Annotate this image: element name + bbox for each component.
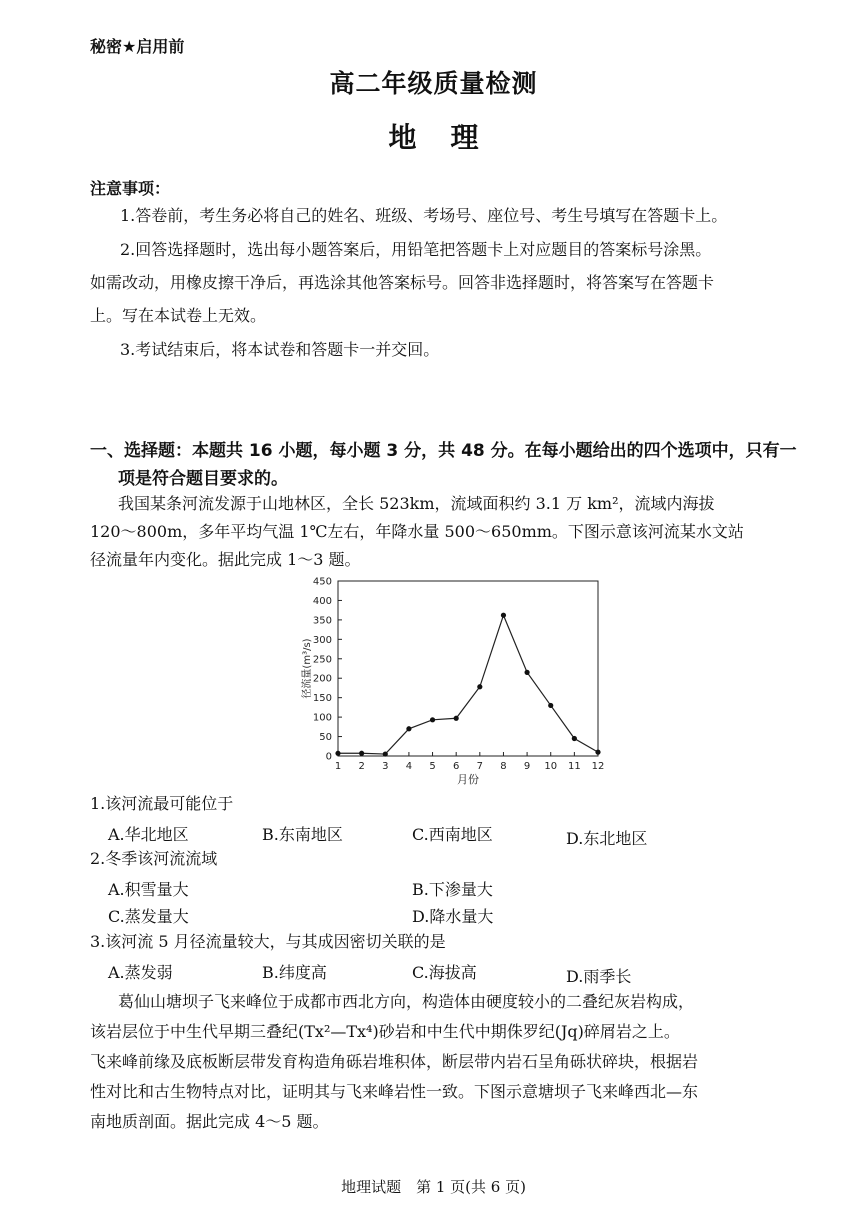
option-c: C.海拔高 xyxy=(412,963,477,982)
plot-frame xyxy=(338,581,598,756)
y-tick-label: 250 xyxy=(312,654,332,666)
passage-line: 葛仙山塘坝子飞来峰位于成都市西北方向，构造体由硬度较小的二叠纪灰岩构成， xyxy=(118,992,695,1011)
y-tick-label: 450 xyxy=(312,576,332,588)
option-b: B.下渗量大 xyxy=(412,880,493,899)
x-tick-label: 9 xyxy=(523,761,531,772)
question-stem: 3.该河流 5 月径流量较大，与其成因密切关联的是 xyxy=(90,932,446,951)
passage-line: 该岩层位于中生代早期三叠纪(Tx²—Tx⁴)砂岩和中生代中期侏罗纪(Jq)碎屑岩之上。 xyxy=(90,1022,680,1041)
y-tick-label: 0 xyxy=(325,751,332,763)
data-point xyxy=(501,613,506,618)
section-title-cont: 项是符合题目要求的。 xyxy=(118,469,288,489)
note-item: 上。写在本试卷上无效。 xyxy=(90,306,267,325)
notes-heading: 注意事项： xyxy=(90,179,171,198)
section-title: 一、选择题：本题共 16 小题，每小题 3 分，共 48 分。在每小题给出的四个选项中，只有一 xyxy=(90,441,797,461)
data-point xyxy=(548,703,553,708)
note-item: 3.考试结束后，将本试卷和答题卡一并交回。 xyxy=(120,340,440,359)
y-tick-label: 400 xyxy=(312,595,332,607)
x-tick-label: 2 xyxy=(358,761,365,772)
passage-line: 性对比和古生物特点对比，证明其与飞来峰岩性一致。下图示意塘坝子飞来峰西北—东 xyxy=(90,1082,699,1101)
note-item: 如需改动，用橡皮擦干净后，再选涂其他答案标号。回答非选择题时，将答案写在答题卡 xyxy=(90,273,715,292)
option-b: B.东南地区 xyxy=(262,825,343,844)
data-point xyxy=(335,751,340,756)
runoff-series-line xyxy=(338,615,598,754)
x-tick-label: 4 xyxy=(405,761,413,772)
note-item: 2.回答选择题时，选出每小题答案后，用铅笔把答题卡上对应题目的答案标号涂黑。 xyxy=(120,240,712,259)
y-tick-label: 300 xyxy=(312,634,332,646)
y-tick-label: 200 xyxy=(312,673,332,685)
data-point xyxy=(454,716,459,721)
y-tick-label: 100 xyxy=(312,712,332,724)
option-d: D.雨季长 xyxy=(566,967,632,986)
x-tick-label: 8 xyxy=(500,761,507,772)
passage-line: 飞来峰前缘及底板断层带发育构造角砾岩堆积体，断层带内岩石呈角砾状碎块，根据岩 xyxy=(90,1052,699,1071)
option-c: C.西南地区 xyxy=(412,825,493,844)
runoff-line-chart xyxy=(290,572,620,794)
option-d: D.东北地区 xyxy=(566,829,648,848)
data-point xyxy=(406,726,411,731)
page-footer: 地理试题 第 1 页(共 6 页) xyxy=(341,1178,526,1196)
x-tick-label: 1 xyxy=(334,761,342,772)
x-tick-label: 7 xyxy=(476,761,484,772)
option-c: C.蒸发量大 xyxy=(108,907,189,926)
data-point xyxy=(572,736,577,741)
x-tick-label: 3 xyxy=(382,761,389,772)
option-b: B.纬度高 xyxy=(262,963,327,982)
data-point xyxy=(595,750,600,755)
y-tick-label: 150 xyxy=(312,693,332,705)
x-tick-label: 10 xyxy=(544,761,558,772)
question-stem: 1.该河流最可能位于 xyxy=(90,794,234,813)
exam-title: 高二年级质量检测 xyxy=(329,69,538,98)
x-axis-label: 月份 xyxy=(457,773,479,786)
option-a: A.华北地区 xyxy=(108,825,189,844)
x-tick-label: 6 xyxy=(452,761,460,772)
x-tick-label: 12 xyxy=(591,761,605,772)
passage-line: 南地质剖面。据此完成 4～5 题。 xyxy=(90,1112,329,1131)
option-a: A.积雪量大 xyxy=(108,880,189,899)
confidential-label: 秘密★启用前 xyxy=(90,37,185,56)
note-item: 1.答卷前，考生务必将自己的姓名、班级、考场号、座位号、考生号填写在答题卡上。 xyxy=(120,206,728,225)
option-d: D.降水量大 xyxy=(412,907,494,926)
passage-line: 120～800m，多年平均气温 1℃左右，年降水量 500～650mm。下图示意该河流某水文站 xyxy=(90,522,744,541)
data-point xyxy=(383,751,388,756)
passage-line: 径流量年内变化。据此完成 1～3 题。 xyxy=(90,550,361,569)
data-point xyxy=(524,670,529,675)
question-stem: 2.冬季该河流流域 xyxy=(90,849,218,868)
x-tick-label: 11 xyxy=(567,761,581,772)
option-a: A.蒸发弱 xyxy=(108,963,173,982)
y-tick-label: 350 xyxy=(312,615,332,627)
x-tick-label: 5 xyxy=(429,761,436,772)
subject-title: 地理 xyxy=(388,121,513,154)
data-point xyxy=(430,717,435,722)
data-point xyxy=(477,684,482,689)
y-axis-label: 径流量(m³/s) xyxy=(302,638,313,699)
data-point xyxy=(359,751,364,756)
y-tick-label: 50 xyxy=(319,732,332,744)
passage-line: 我国某条河流发源于山地林区，全长 523km，流域面积约 3.1 万 km²，流域内海拔 xyxy=(118,494,715,513)
